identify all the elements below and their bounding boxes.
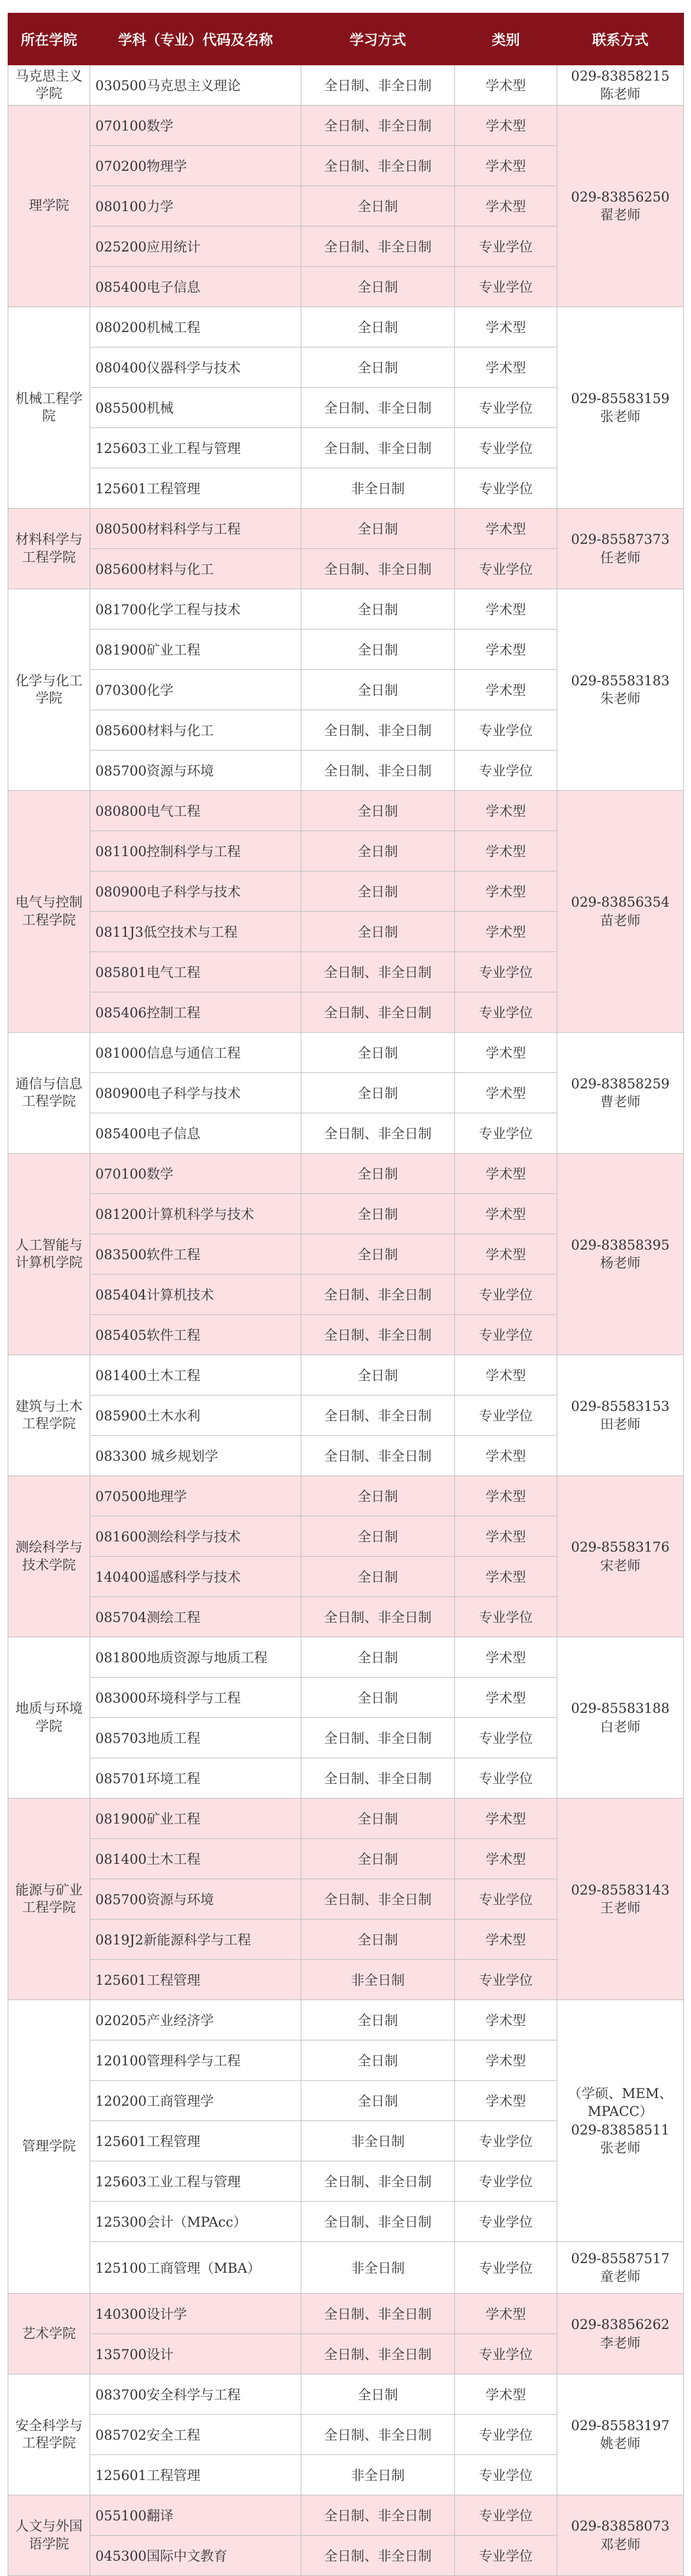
study-mode-cell: 全日制 [301, 347, 455, 388]
study-mode-cell: 全日制 [301, 670, 455, 710]
study-mode-cell: 全日制 [301, 1920, 455, 1960]
study-mode-cell: 全日制 [301, 589, 455, 630]
study-mode-cell: 全日制 [301, 1516, 455, 1557]
program-row [8, 1154, 684, 1194]
category-cell: 专业学位 [455, 1758, 557, 1799]
subject-cell: 140300设计学 [90, 2294, 301, 2334]
college-name: 人文与外国语学院 [8, 2495, 90, 2576]
study-mode-cell: 全日制、非全日制 [301, 428, 455, 468]
study-mode-cell: 全日制、非全日制 [301, 1718, 455, 1758]
subject-cell: 081900矿业工程 [90, 1799, 301, 1839]
program-row [8, 2294, 684, 2334]
category-cell: 专业学位 [455, 710, 557, 751]
subject-cell: 083300 城乡规划学 [90, 1436, 301, 1476]
contact-column-header: 联系方式 [557, 13, 684, 65]
program-row [8, 1033, 684, 1073]
subject-cell: 080800电气工程 [90, 791, 301, 831]
study-mode-cell: 全日制、非全日制 [301, 1315, 455, 1355]
study-mode-cell: 全日制 [301, 791, 455, 831]
subject-cell: 125603工业工程与管理 [90, 2161, 301, 2202]
category-cell: 学术型 [455, 1839, 557, 1879]
subject-cell: 085404计算机技术 [90, 1275, 301, 1315]
study-mode-cell: 全日制、非全日制 [301, 952, 455, 992]
category-cell: 专业学位 [455, 2495, 557, 2536]
subject-cell: 080500材料科学与工程 [90, 509, 301, 549]
college-name: 安全科学与工程学院 [8, 2374, 90, 2495]
contact-info: 029-85583188 白老师 [557, 1637, 684, 1799]
program-row [8, 1476, 684, 1516]
subject-cell: 020205产业经济学 [90, 2000, 301, 2040]
subject-cell: 081200计算机科学与技术 [90, 1194, 301, 1234]
study-mode-cell: 全日制 [301, 2081, 455, 2121]
subject-cell: 125601工程管理 [90, 468, 301, 509]
program-row [8, 1355, 684, 1395]
category-column-header: 类别 [455, 13, 557, 65]
study-mode-cell: 全日制、非全日制 [301, 710, 455, 751]
program-row [8, 509, 684, 549]
contact-info: 029-85583153 田老师 [557, 1355, 684, 1476]
study-mode-cell: 全日制、非全日制 [301, 2202, 455, 2242]
study-mode-cell: 全日制 [301, 267, 455, 307]
category-cell: 学术型 [455, 1033, 557, 1073]
study-mode-cell: 全日制 [301, 1073, 455, 1113]
subject-cell: 070500地理学 [90, 1476, 301, 1516]
subject-column-header: 学科（专业）代码及名称 [90, 13, 301, 65]
subject-cell: 085406控制工程 [90, 992, 301, 1033]
program-row [8, 2000, 684, 2040]
table-body [8, 65, 684, 2576]
subject-cell: 085600材料与化工 [90, 549, 301, 589]
study-mode-cell: 全日制 [301, 2000, 455, 2040]
category-cell: 学术型 [455, 1194, 557, 1234]
contact-info: 029-85583159 张老师 [557, 307, 684, 509]
contact-info: 029-83858073 邓老师 [557, 2495, 684, 2576]
category-cell: 学术型 [455, 2374, 557, 2415]
contact-info: 029-83856250 翟老师 [557, 106, 684, 307]
subject-cell: 081100控制科学与工程 [90, 831, 301, 871]
study-mode-cell: 全日制、非全日制 [301, 1879, 455, 1920]
category-cell: 学术型 [455, 1436, 557, 1476]
study-mode-cell: 全日制 [301, 1476, 455, 1516]
subject-cell: 125601工程管理 [90, 1960, 301, 2000]
study-mode-cell: 全日制 [301, 1355, 455, 1395]
category-cell: 学术型 [455, 1073, 557, 1113]
college-name: 管理学院 [8, 2000, 90, 2294]
subject-cell: 083500软件工程 [90, 1234, 301, 1275]
category-cell: 学术型 [455, 1920, 557, 1960]
study-mode-cell: 非全日制 [301, 2455, 455, 2495]
college-name: 电气与控制工程学院 [8, 791, 90, 1033]
subject-cell: 085600材料与化工 [90, 710, 301, 751]
study-mode-cell: 全日制 [301, 2040, 455, 2081]
study-mode-cell: 全日制、非全日制 [301, 1275, 455, 1315]
category-cell: 学术型 [455, 630, 557, 670]
program-row [8, 2495, 684, 2536]
study-mode-cell: 全日制、非全日制 [301, 992, 455, 1033]
subject-cell: 085700资源与环境 [90, 751, 301, 791]
study-mode-cell: 全日制 [301, 1637, 455, 1678]
subject-cell: 125300会计（MPAcc） [90, 2202, 301, 2242]
category-cell: 学术型 [455, 670, 557, 710]
category-cell: 专业学位 [455, 992, 557, 1033]
college-name: 测绘科学与技术学院 [8, 1476, 90, 1637]
contact-info: 029-83856262 李老师 [557, 2294, 684, 2374]
study-mode-cell: 非全日制 [301, 2242, 455, 2294]
category-cell: 专业学位 [455, 2334, 557, 2374]
study-mode-cell: 全日制 [301, 2374, 455, 2415]
category-cell: 学术型 [455, 146, 557, 186]
category-cell: 学术型 [455, 1678, 557, 1718]
category-cell: 专业学位 [455, 1315, 557, 1355]
college-name: 人工智能与计算机学院 [8, 1154, 90, 1355]
subject-cell: 125601工程管理 [90, 2455, 301, 2495]
category-cell: 专业学位 [455, 1275, 557, 1315]
study-mode-cell: 全日制、非全日制 [301, 751, 455, 791]
study-mode-cell: 全日制 [301, 1033, 455, 1073]
study-mode-cell: 全日制 [301, 1234, 455, 1275]
category-cell: 专业学位 [455, 2415, 557, 2455]
category-cell: 专业学位 [455, 1597, 557, 1637]
study-mode-cell: 全日制、非全日制 [301, 1597, 455, 1637]
subject-cell: 080200机械工程 [90, 307, 301, 347]
study-mode-cell: 全日制、非全日制 [301, 146, 455, 186]
program-row [8, 106, 684, 146]
subject-cell: 030500马克思主义理论 [90, 65, 301, 106]
subject-cell: 081000信息与通信工程 [90, 1033, 301, 1073]
category-cell: 专业学位 [455, 1879, 557, 1920]
category-cell: 学术型 [455, 106, 557, 146]
category-cell: 专业学位 [455, 1718, 557, 1758]
study-mode-cell: 全日制、非全日制 [301, 2161, 455, 2202]
subject-cell: 085704测绘工程 [90, 1597, 301, 1637]
program-table [8, 13, 684, 2576]
college-name: 理学院 [8, 106, 90, 307]
category-cell: 学术型 [455, 2000, 557, 2040]
study-mode-cell: 全日制 [301, 630, 455, 670]
study-mode-cell: 全日制、非全日制 [301, 1395, 455, 1436]
study-mode-cell: 非全日制 [301, 1960, 455, 2000]
category-cell: 专业学位 [455, 227, 557, 267]
subject-cell: 085500机械 [90, 388, 301, 428]
study-mode-cell: 全日制 [301, 186, 455, 227]
category-cell: 专业学位 [455, 2121, 557, 2161]
study-mode-cell: 全日制、非全日制 [301, 2294, 455, 2334]
study-mode-cell: 全日制、非全日制 [301, 2536, 455, 2576]
program-row [8, 1637, 684, 1678]
category-cell: 学术型 [455, 791, 557, 831]
category-cell: 学术型 [455, 1476, 557, 1516]
study-mode-cell: 全日制 [301, 1194, 455, 1234]
subject-cell: 140400遥感科学与技术 [90, 1557, 301, 1597]
program-row [8, 1799, 684, 1839]
college-name: 艺术学院 [8, 2294, 90, 2374]
subject-cell: 120200工商管理学 [90, 2081, 301, 2121]
subject-cell: 125603工业工程与管理 [90, 428, 301, 468]
subject-cell: 085700资源与环境 [90, 1879, 301, 1920]
table-header-row [8, 13, 684, 65]
study-mode-cell: 全日制、非全日制 [301, 106, 455, 146]
subject-cell: 120100管理科学与工程 [90, 2040, 301, 2081]
study-mode-cell: 全日制 [301, 1799, 455, 1839]
category-cell: 学术型 [455, 589, 557, 630]
college-name: 机械工程学院 [8, 307, 90, 509]
subject-cell: 085405软件工程 [90, 1315, 301, 1355]
study-mode-cell: 全日制 [301, 1678, 455, 1718]
subject-cell: 070100数学 [90, 1154, 301, 1194]
category-cell: 学术型 [455, 347, 557, 388]
category-cell: 学术型 [455, 1637, 557, 1678]
program-row [8, 307, 684, 347]
subject-cell: 081700化学工程与技术 [90, 589, 301, 630]
subject-cell: 081900矿业工程 [90, 630, 301, 670]
contact-info: 029-85583183 朱老师 [557, 589, 684, 791]
study-mode-cell: 非全日制 [301, 2121, 455, 2161]
program-row [8, 65, 684, 106]
category-cell: 专业学位 [455, 952, 557, 992]
category-cell: 学术型 [455, 912, 557, 952]
category-cell: 专业学位 [455, 428, 557, 468]
college-name: 能源与矿业工程学院 [8, 1799, 90, 2000]
subject-cell: 070200物理学 [90, 146, 301, 186]
subject-cell: 0811J3低空技术与工程 [90, 912, 301, 952]
category-cell: 学术型 [455, 1799, 557, 1839]
category-cell: 专业学位 [455, 1960, 557, 2000]
study-mode-cell: 全日制、非全日制 [301, 549, 455, 589]
subject-cell: 025200应用统计 [90, 227, 301, 267]
category-cell: 专业学位 [455, 2242, 557, 2294]
study-mode-cell: 全日制 [301, 912, 455, 952]
subject-cell: 055100翻译 [90, 2495, 301, 2536]
subject-cell: 085400电子信息 [90, 1113, 301, 1154]
category-cell: 专业学位 [455, 388, 557, 428]
contact-info: 029-83858395 杨老师 [557, 1154, 684, 1355]
subject-cell: 080900电子科学与技术 [90, 871, 301, 912]
subject-cell: 081800地质资源与地质工程 [90, 1637, 301, 1678]
category-cell: 学术型 [455, 1234, 557, 1275]
contact-info: 029-85583176 宋老师 [557, 1476, 684, 1637]
category-cell: 学术型 [455, 1516, 557, 1557]
category-cell: 专业学位 [455, 2536, 557, 2576]
study-mode-cell: 非全日制 [301, 468, 455, 509]
study-mode-cell: 全日制、非全日制 [301, 388, 455, 428]
category-cell: 学术型 [455, 831, 557, 871]
study-mode-cell: 全日制 [301, 871, 455, 912]
subject-cell: 085702安全工程 [90, 2415, 301, 2455]
subject-cell: 080900电子科学与技术 [90, 1073, 301, 1113]
study-mode-cell: 全日制、非全日制 [301, 65, 455, 106]
subject-cell: 135700设计 [90, 2334, 301, 2374]
contact-info: 029-85587373 任老师 [557, 509, 684, 589]
subject-cell: 085701环境工程 [90, 1758, 301, 1799]
program-row [8, 2242, 684, 2294]
study-mode-cell: 全日制 [301, 1557, 455, 1597]
study-mode-cell: 全日制 [301, 831, 455, 871]
study-mode-cell: 全日制、非全日制 [301, 1436, 455, 1476]
category-cell: 专业学位 [455, 751, 557, 791]
subject-cell: 085801电气工程 [90, 952, 301, 992]
contact-info: 029-83858259 曹老师 [557, 1033, 684, 1154]
program-row [8, 791, 684, 831]
category-cell: 学术型 [455, 2294, 557, 2334]
subject-cell: 080100力学 [90, 186, 301, 227]
subject-cell: 0819J2新能源科学与工程 [90, 1920, 301, 1960]
college-name: 建筑与土木工程学院 [8, 1355, 90, 1476]
college-name: 化学与化工学院 [8, 589, 90, 791]
study-mode-column-header: 学习方式 [301, 13, 455, 65]
contact-info: 029-85583143 王老师 [557, 1799, 684, 2000]
contact-info: 029-83858215 陈老师 [557, 65, 684, 106]
contact-info: 029-85587517 童老师 [557, 2242, 684, 2294]
contact-info: 029-85583197 姚老师 [557, 2374, 684, 2495]
study-mode-cell: 全日制 [301, 1839, 455, 1879]
category-cell: 学术型 [455, 1355, 557, 1395]
study-mode-cell: 全日制、非全日制 [301, 2334, 455, 2374]
study-mode-cell: 全日制 [301, 1154, 455, 1194]
category-cell: 学术型 [455, 186, 557, 227]
college-name: 地质与环境学院 [8, 1637, 90, 1799]
category-cell: 学术型 [455, 65, 557, 106]
category-cell: 专业学位 [455, 267, 557, 307]
contact-info: 029-83856354 苗老师 [557, 791, 684, 1033]
study-mode-cell: 全日制、非全日制 [301, 227, 455, 267]
subject-cell: 125601工程管理 [90, 2121, 301, 2161]
category-cell: 学术型 [455, 1557, 557, 1597]
subject-cell: 081400土木工程 [90, 1839, 301, 1879]
study-mode-cell: 全日制、非全日制 [301, 1113, 455, 1154]
subject-cell: 083700安全科学与工程 [90, 2374, 301, 2415]
subject-cell: 081600测绘科学与技术 [90, 1516, 301, 1557]
study-mode-cell: 全日制、非全日制 [301, 2495, 455, 2536]
program-row [8, 2374, 684, 2415]
study-mode-cell: 全日制、非全日制 [301, 2415, 455, 2455]
subject-cell: 081400土木工程 [90, 1355, 301, 1395]
category-cell: 专业学位 [455, 2161, 557, 2202]
category-cell: 学术型 [455, 307, 557, 347]
study-mode-cell: 全日制、非全日制 [301, 1758, 455, 1799]
college-name: 马克思主义学院 [8, 65, 90, 106]
contact-info: （学硕、MEM、 MPACC） 029-83858511 张老师 [557, 2000, 684, 2242]
subject-cell: 070300化学 [90, 670, 301, 710]
program-row [8, 589, 684, 630]
category-cell: 学术型 [455, 2040, 557, 2081]
category-cell: 学术型 [455, 871, 557, 912]
study-mode-cell: 全日制 [301, 509, 455, 549]
category-cell: 专业学位 [455, 1395, 557, 1436]
subject-cell: 045300国际中文教育 [90, 2536, 301, 2576]
college-name: 材料科学与工程学院 [8, 509, 90, 589]
category-cell: 学术型 [455, 509, 557, 549]
category-cell: 专业学位 [455, 2202, 557, 2242]
college-column-header: 所在学院 [8, 13, 90, 65]
college-name: 通信与信息工程学院 [8, 1033, 90, 1154]
category-cell: 专业学位 [455, 1113, 557, 1154]
category-cell: 学术型 [455, 1154, 557, 1194]
category-cell: 专业学位 [455, 549, 557, 589]
category-cell: 专业学位 [455, 468, 557, 509]
subject-cell: 070100数学 [90, 106, 301, 146]
subject-cell: 080400仪器科学与技术 [90, 347, 301, 388]
subject-cell: 125100工商管理（MBA） [90, 2242, 301, 2294]
subject-cell: 085900土木水利 [90, 1395, 301, 1436]
study-mode-cell: 全日制 [301, 307, 455, 347]
category-cell: 专业学位 [455, 2455, 557, 2495]
category-cell: 学术型 [455, 2081, 557, 2121]
subject-cell: 085400电子信息 [90, 267, 301, 307]
subject-cell: 083000环境科学与工程 [90, 1678, 301, 1718]
subject-cell: 085703地质工程 [90, 1718, 301, 1758]
